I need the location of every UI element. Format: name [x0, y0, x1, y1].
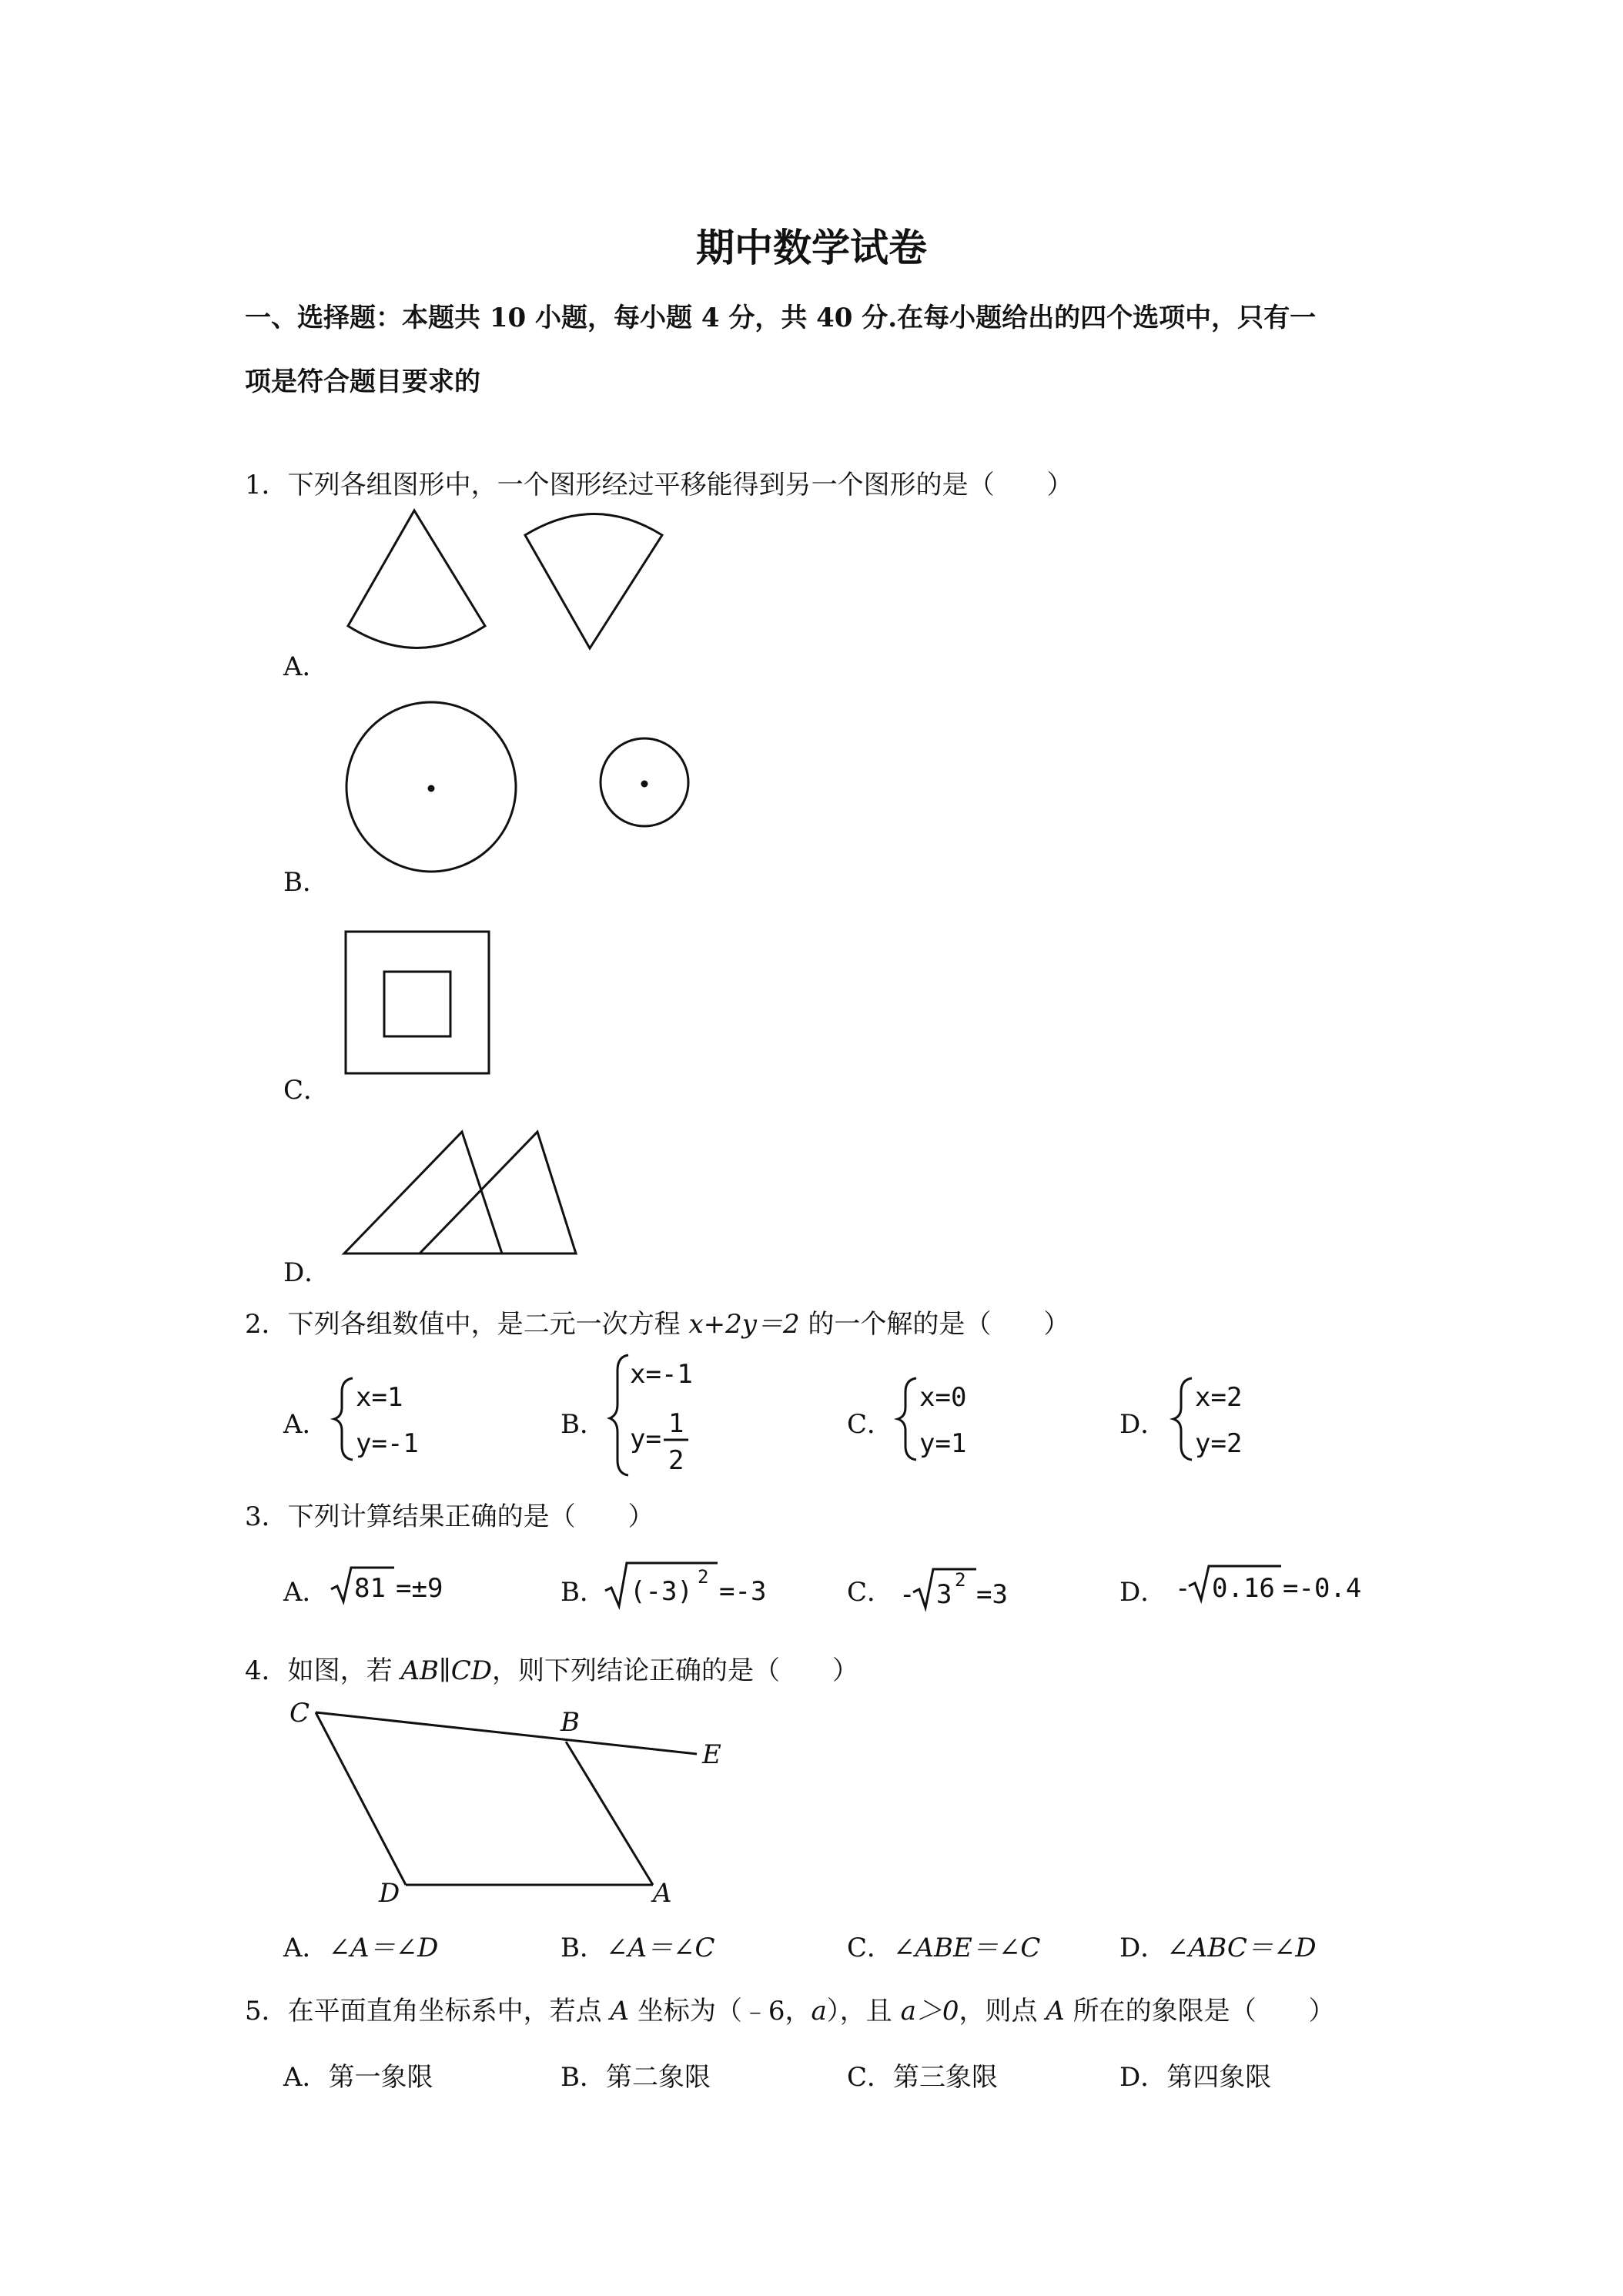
q2-option-b-label: B． — [561, 1409, 606, 1440]
q4-stem-post: ，则下列结论正确的是（ ） — [491, 1655, 858, 1686]
q2-stem-post: 的一个解的是（ ） — [799, 1309, 1070, 1340]
q1-option-c-label: C． — [283, 1075, 330, 1106]
q1-option-a-label: A． — [283, 651, 329, 682]
q2-a-y: y=-1 — [356, 1428, 419, 1459]
q4-option-a — [283, 1926, 438, 1964]
q2-equation: x+2y＝2 — [688, 1309, 800, 1340]
q3-c-exp: 2 — [955, 1569, 966, 1591]
q4-option-c — [847, 1926, 1040, 1964]
q3-b-rhs: =-3 — [719, 1576, 767, 1607]
q2-option-c-label: C． — [847, 1409, 894, 1440]
q4-option-d-text: ∠ABC＝∠D — [1166, 1933, 1317, 1963]
q3-a-rhs: =±9 — [396, 1573, 443, 1604]
q4-option-d-label: D． — [1119, 1933, 1167, 1963]
page-title: 期中数学试卷 — [696, 225, 927, 270]
q3-c-rhs: =3 — [976, 1579, 1008, 1610]
q4-option-c-text: ∠ABE＝∠C — [893, 1933, 1041, 1963]
q5-point2: A — [1046, 1996, 1065, 2027]
q5-option-a-label: A． — [283, 2062, 329, 2093]
q2-stem-pre: 2．下列各组数值中，是二元一次方程 — [245, 1309, 689, 1340]
q2-option-d-label: D． — [1119, 1409, 1167, 1440]
label-e: E — [702, 1739, 721, 1770]
q5-coord: a — [811, 1996, 827, 2027]
q4-condition: AB∥CD — [400, 1655, 492, 1686]
q1-option-b-label: B． — [283, 867, 329, 898]
q3-d-rhs: =-0.4 — [1283, 1573, 1362, 1604]
q2-b-numerator: 1 — [668, 1408, 684, 1439]
q1-option-d-label: D． — [283, 1257, 331, 1288]
q3-b-radicand: (-3) — [630, 1576, 693, 1607]
q4-option-d — [1119, 1926, 1317, 1964]
q5-option-a — [283, 2056, 433, 2094]
label-c: C — [289, 1698, 310, 1729]
q5-option-d-text: 第四象限 — [1166, 2062, 1272, 2093]
question-5-stem — [245, 1990, 1335, 2027]
line-c-d — [316, 1712, 406, 1885]
q2-a-x: x=1 — [356, 1382, 403, 1413]
question-3-stem: 3．下列计算结果正确的是（ ） — [245, 1501, 654, 1532]
q4-option-a-label: A． — [283, 1933, 329, 1963]
q2-b-denominator: 2 — [668, 1445, 684, 1476]
q3-option-c-label: C． — [847, 1577, 894, 1608]
q2-c-x: x=0 — [919, 1382, 967, 1413]
q3-a-radicand: 81 — [354, 1573, 386, 1604]
q5-stem-mid2: ），且 — [826, 1996, 901, 2027]
q2-b-y: y= — [630, 1424, 661, 1454]
q5-point: A — [610, 1996, 630, 2027]
q5-stem-mid1: 坐标为（﹣6， — [629, 1996, 812, 2027]
q4-option-b — [561, 1926, 715, 1964]
q4-stem-pre: 4．如图，若 — [245, 1655, 401, 1686]
line-b-a — [566, 1742, 653, 1885]
section-heading-line2: 项是符合题目要求的 — [245, 366, 480, 397]
q5-cond: a＞0 — [900, 1996, 959, 2027]
q4-option-c-label: C． — [847, 1933, 894, 1963]
q4-option-b-text: ∠A＝∠C — [606, 1933, 715, 1963]
q5-option-d — [1119, 2056, 1271, 2094]
q5-option-b-text: 第二象限 — [606, 2062, 711, 2093]
q4-option-b-label: B． — [561, 1933, 606, 1963]
q5-option-b — [561, 2056, 711, 2094]
q3-option-a-label: A． — [283, 1577, 329, 1608]
q5-option-c-label: C． — [847, 2062, 894, 2093]
section-heading-line1: 一、选择题：本题共 10 小题，每小题 4 分，共 40 分.在每小题给出的四个选项中，只有一 — [245, 303, 1317, 333]
q5-stem-mid3: ，则点 — [959, 1996, 1046, 2027]
q2-d-y: y=2 — [1195, 1428, 1243, 1459]
label-d: D — [379, 1878, 400, 1909]
q3-d-radicand: 0.16 — [1212, 1573, 1275, 1604]
q3-b-exp: 2 — [698, 1566, 709, 1588]
q5-option-c-text: 第三象限 — [893, 2062, 999, 2093]
q4-option-a-text: ∠A＝∠D — [328, 1933, 439, 1963]
q5-option-b-label: B． — [561, 2062, 606, 2093]
q3-c-radicand: 3 — [936, 1579, 952, 1610]
q5-option-a-text: 第一象限 — [328, 2062, 433, 2093]
line-c-e — [316, 1712, 697, 1754]
q3-option-b-label: B． — [561, 1577, 606, 1608]
q2-d-x: x=2 — [1195, 1382, 1243, 1413]
q3-c-prefix: - — [899, 1579, 915, 1610]
label-a: A — [653, 1878, 672, 1909]
q3-option-d-label: D． — [1119, 1577, 1167, 1608]
q5-stem-pre: 5．在平面直角坐标系中，若点 — [245, 1996, 611, 2027]
label-b: B — [561, 1707, 580, 1738]
q5-option-c — [847, 2056, 998, 2094]
q2-c-y: y=1 — [919, 1428, 967, 1459]
q3-d-prefix: - — [1175, 1573, 1191, 1604]
q2-option-a-label: A． — [283, 1409, 329, 1440]
question-1-stem: 1．下列各组图形中，一个图形经过平移能得到另一个图形的是（ ） — [245, 470, 1073, 500]
q2-b-x: x=-1 — [630, 1359, 693, 1390]
q5-stem-post: 所在的象限是（ ） — [1064, 1996, 1335, 2027]
q5-option-d-label: D． — [1119, 2062, 1167, 2093]
